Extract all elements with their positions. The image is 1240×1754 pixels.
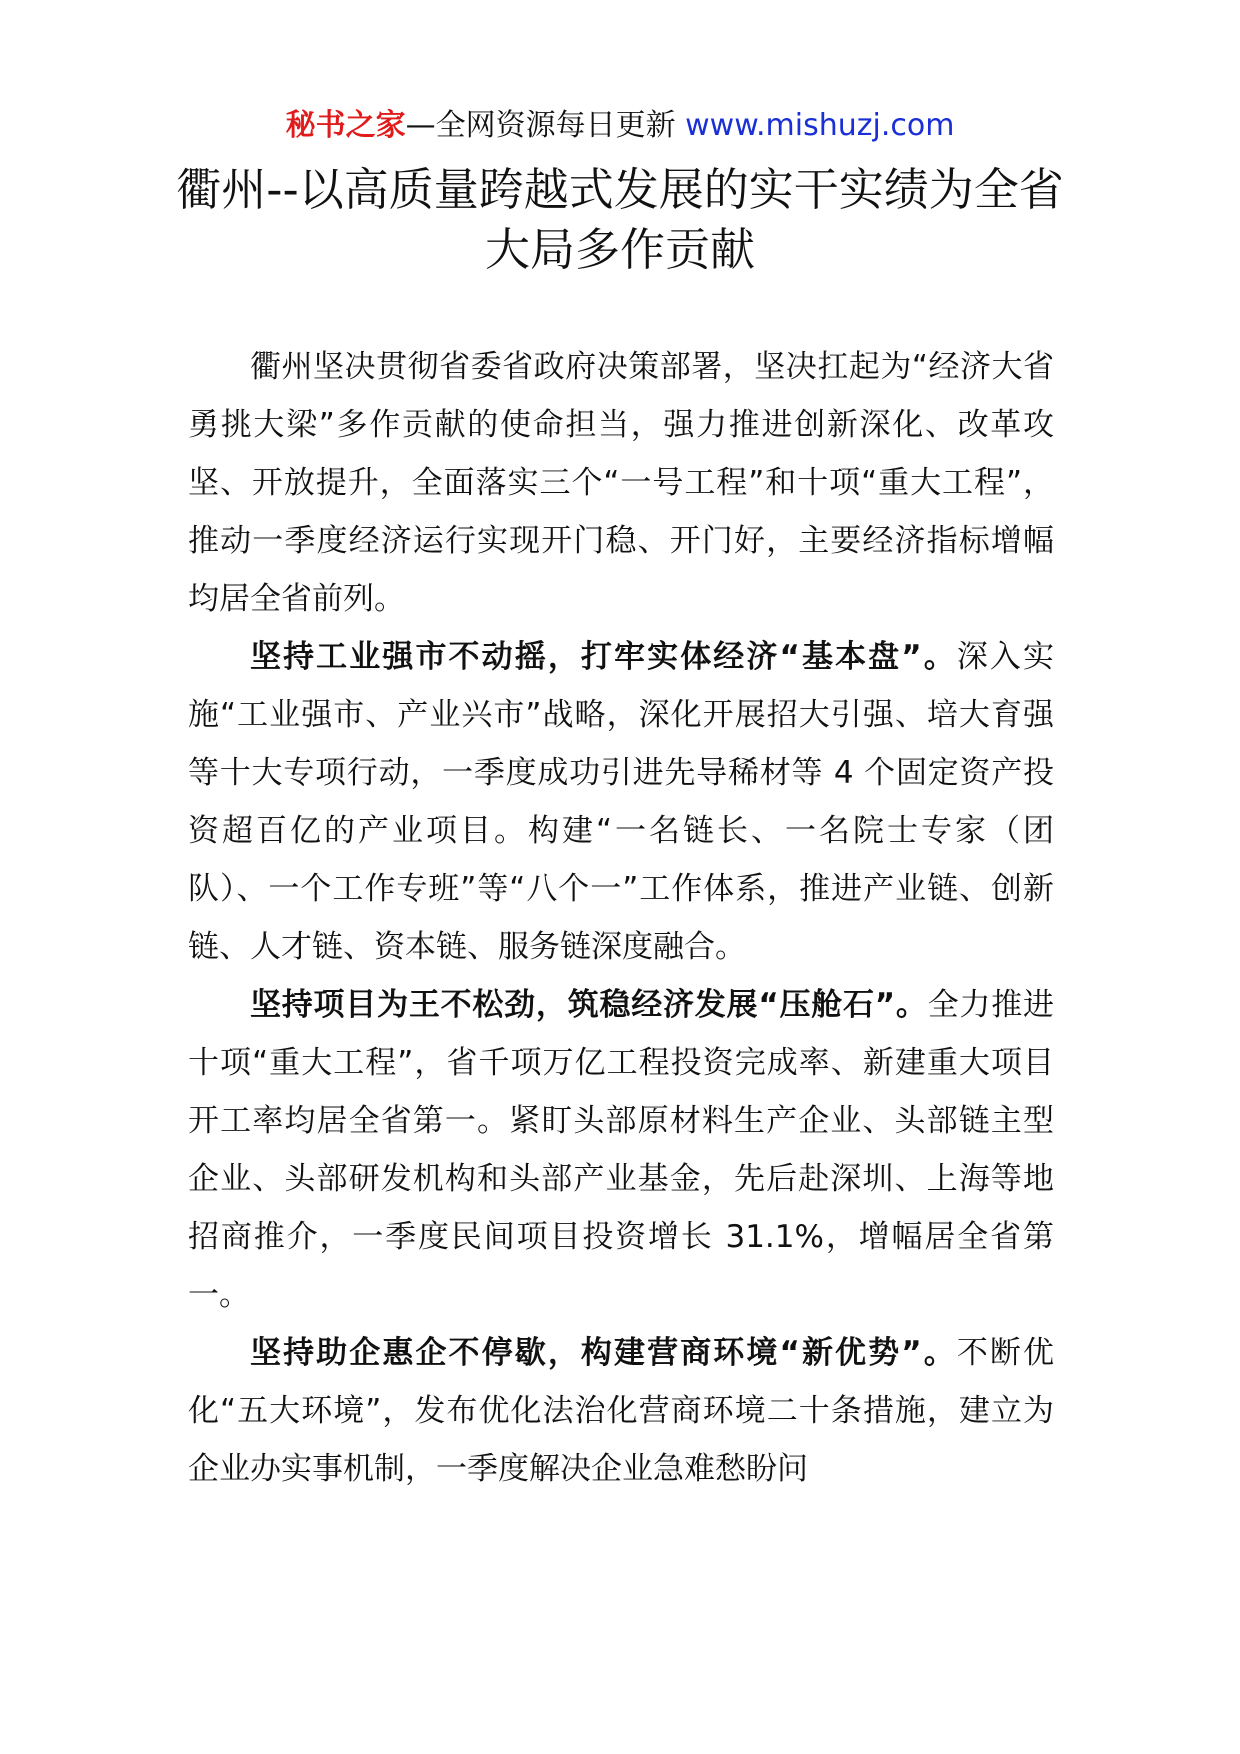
site-banner (0, 106, 1240, 146)
paragraph-lead: 坚持助企惠企不停歇，构建营商环境“新优势”。 (250, 1335, 957, 1371)
site-slogan: —全网资源每日更新 (405, 108, 686, 143)
document-body (188, 338, 1054, 1498)
paragraph-lead: 坚持工业强市不动摇，打牢实体经济“基本盘”。 (250, 639, 957, 675)
document-title: 衢州--以高质量跨越式发展的实干实绩为全省大局多作贡献 (176, 163, 1064, 276)
paragraph-business-environment (188, 1324, 1054, 1498)
site-url-link[interactable]: www.mishuzj.com (685, 108, 955, 143)
paragraph-text: 全力推进十项“重大工程”，省千项万亿工程投资完成率、新建重大项目开工率均居全省第一。紧盯头部原材料生产企业、头部链主型企业、头部研发机构和头部产业基金，先后赴深圳、上海等地招商推介，一季度民间项目投资增长 31.1%，增幅居全省第一。 (188, 987, 1054, 1313)
paragraph-intro (188, 338, 1054, 628)
paragraph-lead: 坚持项目为王不松劲，筑稳经济发展“压舱石”。 (250, 987, 928, 1023)
paragraph-text: 深入实施“工业强市、产业兴市”战略，深化开展招大引强、培大育强等十大专项行动，一季度成功引进先导稀材等 4 个固定资产投资超百亿的产业项目。构建“一名链长、一名院士专家（团队）、一个工作专班”等“八个一”工作体系，推进产业链、创新链、人才链、资本链、服务链深度融合。 (188, 639, 1054, 965)
site-brand: 秘书之家 (285, 108, 406, 143)
paragraph-text: 衢州坚决贯彻省委省政府决策部署，坚决扛起为“经济大省勇挑大梁”多作贡献的使命担当，强力推进创新深化、改革攻坚、开放提升，全面落实三个“一号工程”和十项“重大工程”，推动一季度经济运行实现开门稳、开门好，主要经济指标增幅均居全省前列。 (188, 349, 1054, 617)
paragraph-industry (188, 628, 1054, 976)
paragraph-text: 不断优化“五大环境”，发布优化法治化营商环境二十条措施，建立为企业办实事机制，一季度解决企业急难愁盼问 (188, 1335, 1054, 1487)
paragraph-projects (188, 976, 1054, 1324)
